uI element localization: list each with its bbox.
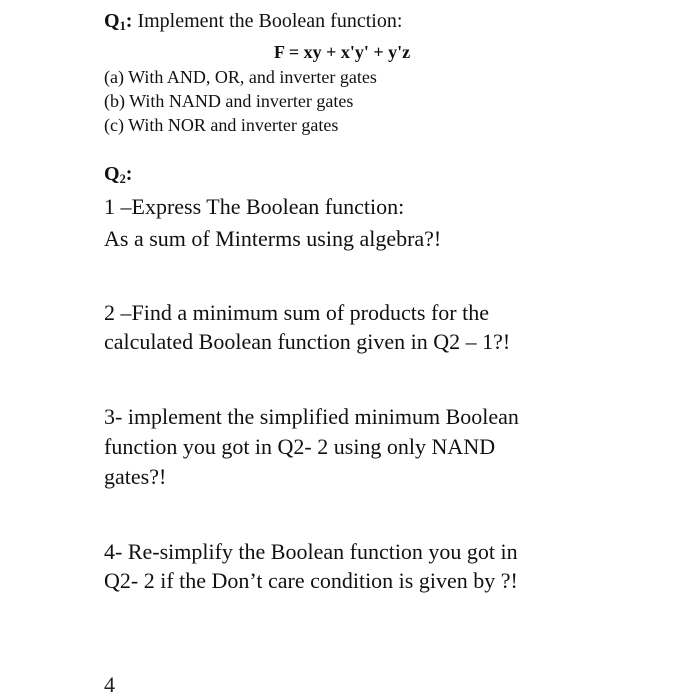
q2-item-2-line-2: calculated Boolean function given in Q2 – 1?! [104, 329, 511, 354]
cut-off-text-fragment: 4 [104, 672, 115, 697]
q2-item-1-line-1: 1 –Express The Boolean function: [104, 194, 405, 219]
q2-item-3-line-2: function you got in Q2- 2 using only NAND [104, 434, 496, 459]
q2-subscript: 2 [119, 172, 126, 187]
q1-part-b: (b) With NAND and inverter gates [104, 91, 354, 111]
q1-part-a: (a) With AND, OR, and inverter gates [104, 67, 377, 87]
q1-title: Implement the Boolean function: [132, 10, 403, 32]
q2-heading [104, 163, 132, 186]
q2-item-3-line-1: 3- implement the simplified minimum Boolean [104, 404, 519, 429]
q1-colon: : [125, 10, 133, 32]
q2-item-2-line-1: 2 –Find a minimum sum of products for the [104, 300, 489, 325]
q1-label: Q [104, 10, 120, 32]
q2-item-1-line-2: As a sum of Minterms using algebra?! [104, 226, 442, 251]
q2-item-3-line-3: gates?! [104, 464, 167, 489]
q2-label: Q [104, 163, 120, 185]
q2-colon: : [125, 163, 133, 185]
q1-part-c: (c) With NOR and inverter gates [104, 115, 339, 135]
q2-item-4-line-1: 4- Re-simplify the Boolean function you got in [104, 539, 518, 564]
boolean-equation: F = xy + x'y' + y'z [274, 42, 411, 62]
q1-subscript: 1 [119, 19, 126, 34]
q2-item-4-line-2: Q2- 2 if the Don’t care condition is given by ?! [104, 568, 518, 593]
q1-heading [104, 10, 402, 33]
